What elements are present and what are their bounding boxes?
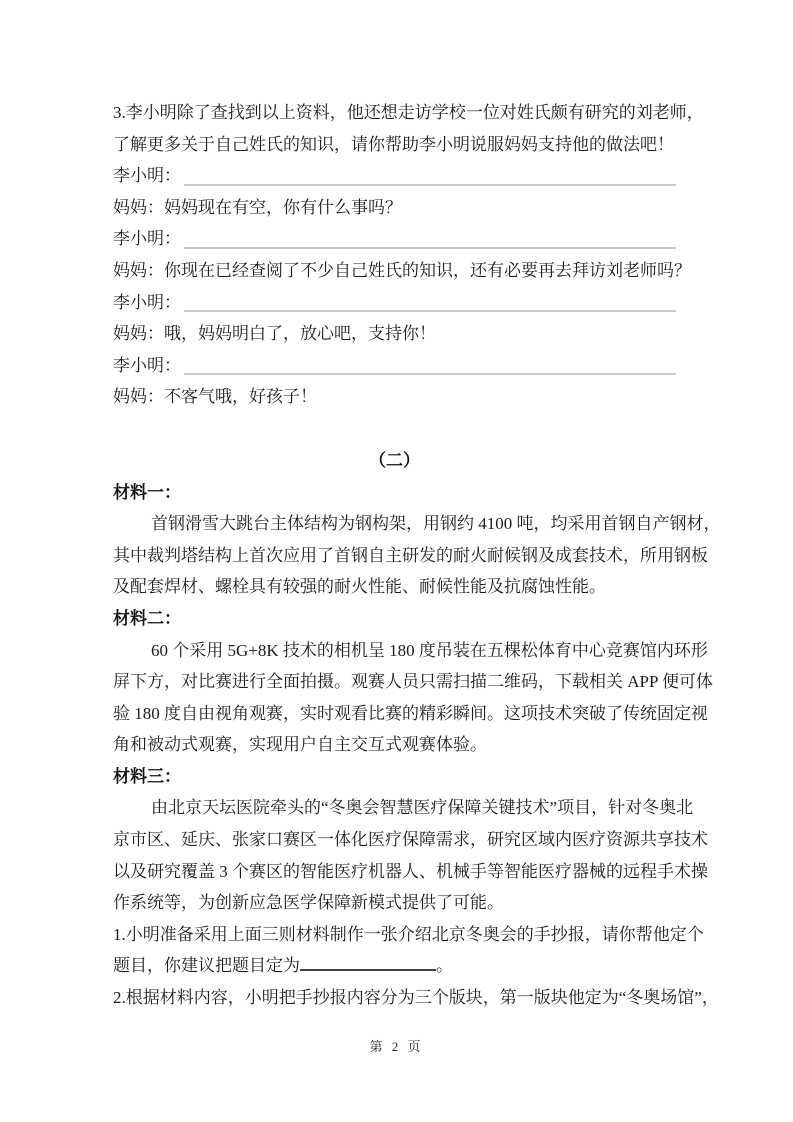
dialogue-turn-mama [113, 192, 676, 224]
title-fill-blank-underline[interactable] [300, 956, 436, 971]
answer-blank-underline[interactable] [184, 184, 676, 186]
dialogue-turn-mama [113, 255, 691, 287]
speaker-label: 李小明： [113, 355, 181, 375]
material-2-label: 材料二： [113, 608, 181, 628]
material-3-paragraph-line: 以及研究覆盖 3 个赛区的智能医疗机器人、机械手等智能医疗器械的远程手术操 [113, 861, 708, 881]
material-3-paragraph-line: 作系统等，为创新应急医学保障新模式提供了可能。 [113, 893, 504, 913]
speaker-label: 妈妈： [113, 197, 164, 217]
material-3-paragraph-line: 京市区、延庆、张家口赛区一体化医疗保障需求，研究区域内医疗资源共享技术 [113, 830, 708, 850]
material-3-paragraph-line: 由北京天坛医院牵头的“冬奥会智慧医疗保障关键技术”项目，针对冬奥北 [151, 798, 694, 818]
material-1-paragraph-line: 及配套焊材、螺栓具有较强的耐火性能、耐候性能及抗腐蚀性能。 [113, 577, 606, 597]
material-2-paragraph-line: 角和被动式观赛，实现用户自主交互式观赛体验。 [113, 735, 487, 755]
dialogue-turn-lixiaoming [113, 350, 676, 382]
question-2-line: 2.根据材料内容，小明把手抄报内容分为三个版块，第一版块他定为“冬奥场馆”， [113, 988, 719, 1008]
dialogue-text: 哦，妈妈明白了，放心吧，支持你！ [164, 324, 436, 344]
page-number-footer: 第 2 页 [369, 1039, 424, 1054]
answer-blank-underline[interactable] [184, 373, 676, 375]
section-two-title: （二） [369, 450, 420, 470]
answer-blank-underline[interactable] [184, 247, 676, 249]
question-3-intro-line-1: 3.李小明除了查找到以上资料，他还想走访学校一位对姓氏颇有研究的刘老师， [113, 103, 704, 122]
question-1-line-2 [113, 950, 676, 982]
speaker-label: 李小明： [113, 229, 181, 249]
dialogue-turn-lixiaoming [113, 223, 676, 255]
material-1-label: 材料一： [113, 482, 181, 502]
dialogue-turn-mama [113, 318, 676, 350]
page-content [113, 97, 721, 1014]
material-2-paragraph-line: 60 个采用 5G+8K 技术的相机呈 180 度吊装在五棵松体育中心竞赛馆内环形 [151, 640, 708, 660]
dialogue-text: 妈妈现在有空，你有什么事吗？ [164, 197, 402, 217]
speaker-label: 妈妈： [113, 324, 164, 344]
question-1-prefix: 题目，你建议把题目定为 [113, 956, 300, 976]
dialogue-turn-mama [113, 381, 676, 413]
dialogue-turn-lixiaoming [113, 160, 676, 192]
material-3-label: 材料三： [113, 766, 181, 786]
dialogue-turn-lixiaoming [113, 287, 676, 319]
speaker-label: 妈妈： [113, 260, 164, 280]
section-gap [113, 413, 676, 445]
material-2-paragraph-line: 验 180 度自由视角观赛，实时观看比赛的精彩瞬间。这项技术突破了传统固定视 [113, 703, 708, 723]
question-1-suffix: 。 [436, 956, 453, 976]
material-1-paragraph-line: 其中裁判塔结构上首次应用了首钢自主研发的耐火耐候钢及成套技术，所用钢板 [113, 545, 708, 565]
speaker-label: 李小明： [113, 166, 181, 186]
question-1-line-1: 1.小明准备采用上面三则材料制作一张介绍北京冬奥会的手抄报，请你帮他定个 [113, 924, 704, 944]
speaker-label: 妈妈： [113, 387, 164, 407]
material-2-paragraph-line: 屏下方，对比赛进行全面拍摄。观赛人员只需扫描二维码，下载相关 APP 便可体 [113, 672, 714, 692]
dialogue-text: 不客气哦，好孩子！ [164, 387, 317, 407]
answer-blank-underline[interactable] [184, 310, 676, 312]
dialogue-text: 你现在已经查阅了不少自己姓氏的知识，还有必要再去拜访刘老师吗？ [164, 260, 691, 280]
question-3-intro-line-2: 了解更多关于自己姓氏的知识，请你帮助李小明说服妈妈支持他的做法吧！ [113, 134, 674, 154]
material-1-paragraph-line: 首钢滑雪大跳台主体结构为钢构架，用钢约 4100 吨，均采用首钢自产钢材， [151, 514, 721, 534]
speaker-label: 李小明： [113, 292, 181, 312]
